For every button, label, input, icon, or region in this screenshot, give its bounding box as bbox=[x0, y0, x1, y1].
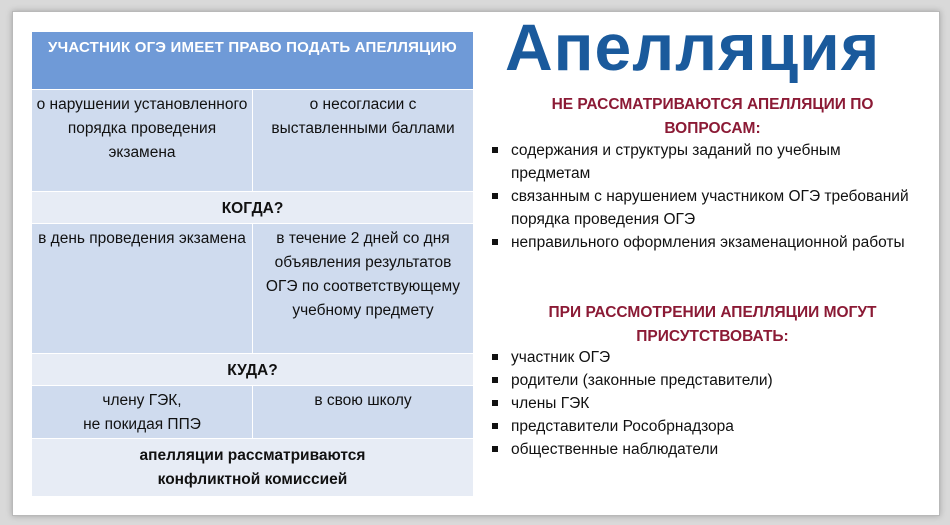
where-gek-line2: не покидая ППЭ bbox=[83, 416, 201, 433]
bullet-icon bbox=[492, 377, 498, 383]
bullet-icon bbox=[492, 147, 498, 153]
list-item-text: родители (законные представители) bbox=[511, 372, 773, 389]
bullet-icon bbox=[492, 446, 498, 452]
list-item-text: связанным с нарушением участником ОГЭ требований порядка проведения ОГЭ bbox=[511, 188, 909, 228]
when-exam-day-cell: в день проведения экзамена bbox=[32, 224, 253, 354]
list-item bbox=[489, 346, 919, 369]
bullet-icon bbox=[492, 400, 498, 406]
bullet-icon bbox=[492, 239, 498, 245]
reason-procedure-cell: о нарушении установленного порядка проведения экзамена bbox=[32, 90, 253, 192]
commission-line1: апелляции рассматриваются bbox=[139, 447, 366, 464]
bullet-icon bbox=[492, 193, 498, 199]
list-item bbox=[489, 438, 919, 461]
where-gek-line1: члену ГЭК, bbox=[102, 392, 182, 409]
list-item-text: участник ОГЭ bbox=[511, 349, 611, 366]
commission-cell bbox=[32, 439, 474, 497]
not-considered-heading: НЕ РАССМАТРИВАЮТСЯ АПЕЛЛЯЦИИ ПО ВОПРОСАМ: bbox=[551, 96, 874, 137]
list-item bbox=[489, 392, 919, 415]
when-two-days-cell: в течение 2 дней со дня объявления результатов ОГЭ по соответствующему учебному предмету bbox=[253, 224, 474, 354]
list-item bbox=[489, 415, 919, 438]
where-label: КУДА? bbox=[32, 354, 474, 386]
bullet-icon bbox=[492, 354, 498, 360]
list-item bbox=[489, 369, 919, 392]
list-item-text: общественные наблюдатели bbox=[511, 441, 719, 458]
where-gek-cell bbox=[32, 386, 253, 439]
appeal-rights-table bbox=[31, 31, 474, 497]
may-attend-list bbox=[489, 346, 919, 461]
bullet-icon bbox=[492, 423, 498, 429]
page-title: Апелляция bbox=[505, 10, 881, 84]
table-header: УЧАСТНИК ОГЭ ИМЕЕТ ПРАВО ПОДАТЬ АПЕЛЛЯЦИЮ bbox=[32, 32, 474, 90]
where-school-cell: в свою школу bbox=[253, 386, 474, 439]
commission-line2: конфликтной комиссией bbox=[157, 471, 348, 488]
reason-scores-cell: о несогласии с выставленными баллами bbox=[253, 90, 474, 192]
list-item-text: неправильного оформления экзаменационной работы bbox=[511, 234, 905, 251]
when-label: КОГДА? bbox=[32, 192, 474, 224]
list-item-text: содержания и структуры заданий по учебным предметам bbox=[511, 142, 841, 182]
list-item-text: представители Рособрнадзора bbox=[511, 418, 734, 435]
list-item bbox=[489, 231, 919, 254]
may-attend-heading: ПРИ РАССМОТРЕНИИ АПЕЛЛЯЦИИ МОГУТ ПРИСУТСТВОВАТЬ: bbox=[548, 304, 877, 345]
list-item-text: члены ГЭК bbox=[511, 395, 590, 412]
list-item bbox=[489, 185, 919, 231]
not-considered-list bbox=[489, 139, 919, 254]
list-item bbox=[489, 139, 919, 185]
